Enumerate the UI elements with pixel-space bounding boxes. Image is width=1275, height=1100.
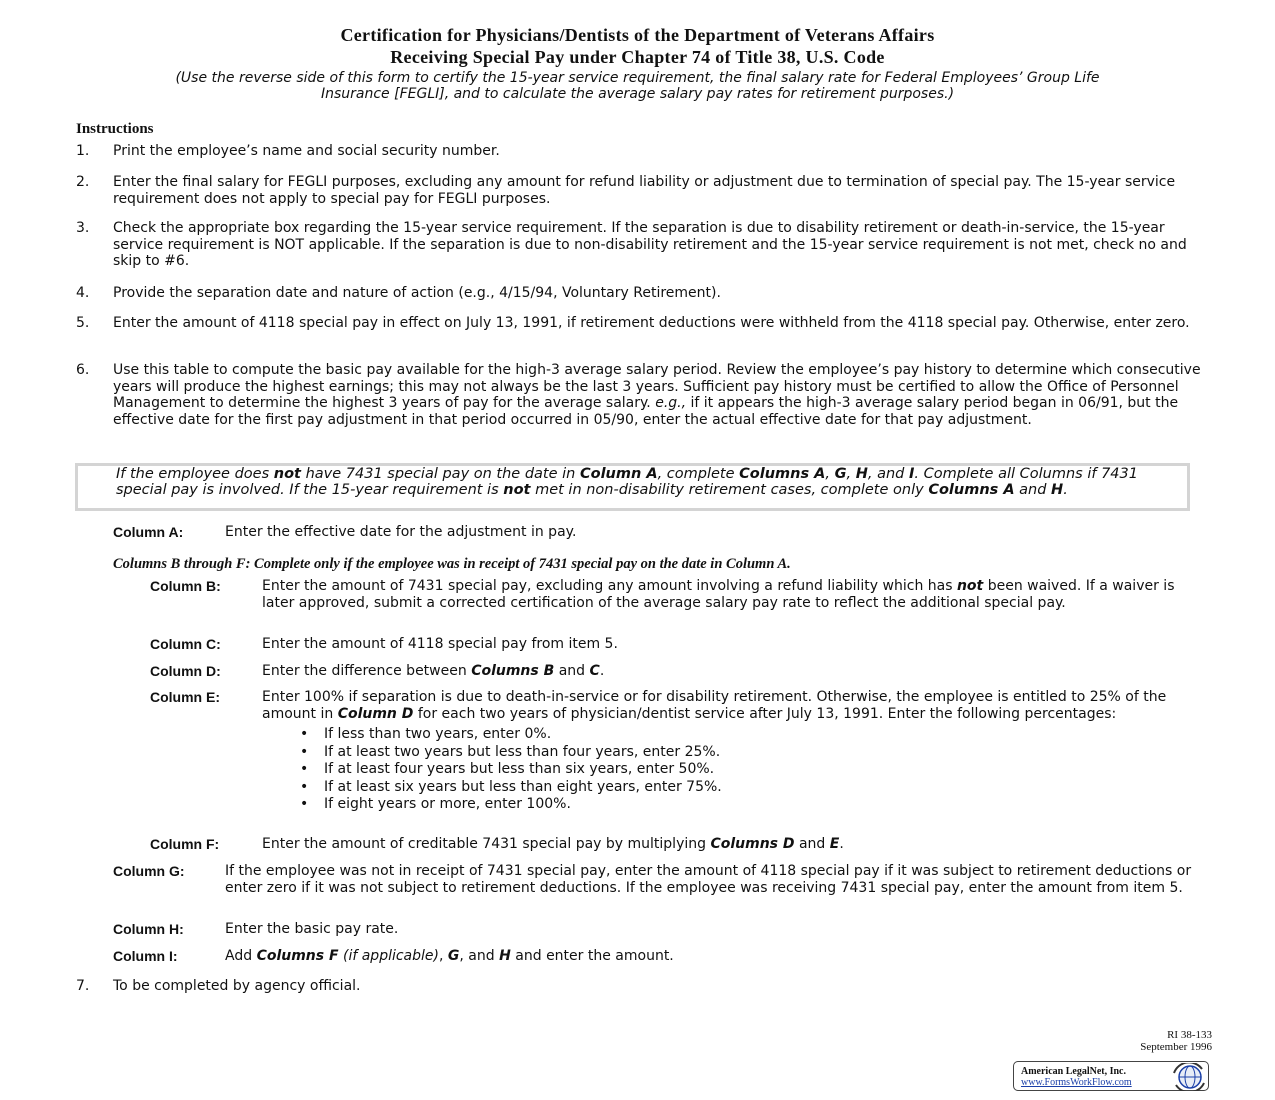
list-item xyxy=(262,779,1195,797)
item-text: Provide the separation date and nature of action (e.g., 4/15/94, Voluntary Retirement). xyxy=(113,285,721,301)
instruction-item-2 xyxy=(76,174,1201,207)
column-c-instruction xyxy=(150,636,1195,653)
list-item xyxy=(262,744,1195,762)
note-text: . Complete all Columns if 7431 special pay is involved. If the 15-year requirement is xyxy=(116,466,1138,498)
column-e-instruction xyxy=(150,689,1195,814)
instruction-item-1 xyxy=(76,143,1201,160)
bullet-icon: • xyxy=(300,761,309,777)
instruction-item-5 xyxy=(76,315,1201,332)
column-text-part: Enter the amount of 7431 special pay, excluding any amount involving a refund liability which has xyxy=(262,578,957,594)
column-a-instruction xyxy=(113,524,1193,541)
list-item xyxy=(262,761,1195,779)
column-text-emphasis: Columns B xyxy=(471,663,555,679)
column-label: Column E: xyxy=(150,689,220,705)
column-text-part: Enter the difference between xyxy=(262,663,472,679)
column-text-emphasis: C xyxy=(589,663,600,679)
item-text: Enter the final salary for FEGLI purposes, excluding any amount for refund liability or adjustment due to termination of special pay. The 15-year service requirement does not apply to special pay for FEGLI purposes. xyxy=(113,174,1176,207)
column-text-part: Enter the amount of creditable 7431 special pay by multiplying xyxy=(262,836,711,852)
instructions-heading: Instructions xyxy=(76,121,154,137)
list-item-text: If at least six years but less than eight years, enter 75%. xyxy=(324,778,722,795)
note-emphasis: Columns A xyxy=(739,466,826,482)
form-number: RI 38-133 xyxy=(1167,1029,1212,1041)
percentage-list xyxy=(262,726,1195,814)
column-text-emphasis: not xyxy=(956,578,984,594)
column-h-instruction xyxy=(113,921,1195,938)
item-number: 4. xyxy=(76,285,90,301)
note-text: , complete xyxy=(657,466,740,482)
list-item-text: If at least four years but less than six years, enter 50%. xyxy=(324,761,715,777)
bullet-icon: • xyxy=(300,778,309,795)
instruction-item-3 xyxy=(76,220,1201,270)
item-number: 5. xyxy=(76,315,90,331)
form-number-block xyxy=(1140,1029,1212,1053)
item-number: 6. xyxy=(76,362,90,378)
column-text xyxy=(262,663,1195,680)
list-item-text: If at least two years but less than four years, enter 25%. xyxy=(324,743,721,760)
column-text: If the employee was not in receipt of 7431 special pay, enter the amount of 4118 special pay if it was subject to retirement deductions or enter zero if it was not subject to retirement deductions. If the employee was receiving 7431 special pay, enter the amount from item 5. xyxy=(225,863,1192,896)
note-emphasis: not xyxy=(503,482,531,498)
note-emphasis: H xyxy=(855,466,868,482)
column-text-part: . xyxy=(599,663,605,679)
item-number: 2. xyxy=(76,174,90,190)
column-g-instruction xyxy=(113,863,1195,896)
form-subtitle: (Use the reverse side of this form to certify the 15-year service requirement, the final salary rate for Federal Employees’ Group Life Insurance [FEGLI], and to calculate the average salary pay rates for retirement purposes.) xyxy=(175,70,1100,102)
bullet-icon: • xyxy=(300,743,309,760)
column-text-part: , and xyxy=(459,948,500,964)
column-text-emphasis: Column D xyxy=(337,705,414,722)
column-text: Enter the amount of 4118 special pay from item 5. xyxy=(262,636,618,652)
column-text xyxy=(262,578,1195,611)
item-text-eg: e.g., xyxy=(655,395,687,411)
note-emphasis: I xyxy=(908,466,915,482)
column-text-part: Enter 100% if separation is due to death-in-service or for disability retirement. Otherwise, the employee is entitled to 25% of the amount in xyxy=(262,689,1167,722)
publisher-name: American LegalNet, Inc. xyxy=(1021,1066,1126,1077)
instruction-note-box xyxy=(75,463,1190,511)
note-text: , xyxy=(846,466,856,482)
note-text: met in non-disability retirement cases, complete only xyxy=(530,482,929,498)
note-emphasis: Columns A xyxy=(928,482,1015,498)
column-label: Column G: xyxy=(113,863,185,879)
note-emphasis: G xyxy=(834,466,847,482)
item-number: 1. xyxy=(76,143,90,159)
column-label: Column A: xyxy=(113,524,184,540)
instruction-item-6 xyxy=(76,362,1201,428)
list-item-text: If less than two years, enter 0%. xyxy=(324,726,552,742)
instruction-item-7 xyxy=(76,978,1201,995)
list-item xyxy=(262,796,1195,814)
note-text: have 7431 special pay on the date in xyxy=(300,466,580,482)
form-date: September 1996 xyxy=(1140,1041,1212,1053)
column-b-instruction xyxy=(150,578,1195,611)
column-text-emphasis: G xyxy=(447,948,460,964)
column-text-part: (if applicable) xyxy=(338,948,439,964)
note-text: and xyxy=(1014,482,1052,498)
note-text: , and xyxy=(867,466,909,482)
column-label: Column F: xyxy=(150,836,220,852)
column-text: Enter the effective date for the adjustment in pay. xyxy=(225,524,577,540)
note-emphasis: not xyxy=(273,466,301,482)
column-text-part: Add xyxy=(225,948,257,964)
column-label: Column C: xyxy=(150,636,221,652)
column-label: Column I: xyxy=(113,948,178,964)
globe-icon xyxy=(1168,1063,1206,1091)
column-d-instruction xyxy=(150,663,1195,680)
column-text xyxy=(262,689,1195,722)
column-f-instruction xyxy=(150,836,1195,853)
item-text-part: Use this table to compute the basic pay available for the high-3 average salary period. Review the employee’s pay history to determine which consecutive years will produce the highest earnings; this may not always be the last 3 years. Sufficient pay history must be certified to allow the Office of Personnel Management to determine the highest 3 years of pay for the average salary. xyxy=(113,362,1201,411)
column-text: Enter the basic pay rate. xyxy=(225,921,399,937)
column-text xyxy=(262,836,1195,853)
column-label: Column B: xyxy=(150,578,221,594)
column-text-part: . xyxy=(839,836,844,852)
publisher-logo[interactable] xyxy=(1013,1061,1209,1091)
column-text-part: and xyxy=(794,836,830,852)
item-number: 7. xyxy=(76,978,90,994)
note-emphasis: Column A xyxy=(579,466,658,482)
column-text-part: for each two years of physician/dentist service after July 13, 1991. Enter the following percentages: xyxy=(413,705,1117,722)
columns-b-f-heading: Columns B through F: Complete only if the employee was in receipt of 7431 special pay on the date in Column A. xyxy=(113,556,791,572)
note-text: , xyxy=(825,466,835,482)
list-item xyxy=(262,726,1195,744)
column-label: Column H: xyxy=(113,921,184,937)
column-text-emphasis: Columns F xyxy=(256,948,339,964)
instruction-item-4 xyxy=(76,285,1201,302)
bullet-icon: • xyxy=(300,796,309,812)
column-label: Column D: xyxy=(150,663,221,679)
column-text-part: been waived. If a waiver is later approved, submit a corrected certification of the average salary pay rate to reflect the additional special pay. xyxy=(262,578,1175,611)
column-text-emphasis: H xyxy=(499,948,511,964)
note-text: If the employee does xyxy=(116,466,274,482)
note-text: . xyxy=(1063,482,1068,498)
item-text-part: if it appears the high-3 average salary period began in 06/91, but the effective date for the first pay adjustment in that period occurred in 05/90, enter the actual effective date for that pay adjustment. xyxy=(113,395,1179,428)
column-text-part: and xyxy=(554,663,590,679)
list-item-text: If eight years or more, enter 100%. xyxy=(324,796,571,812)
column-text-emphasis: Columns D xyxy=(710,836,795,852)
form-title-line2: Receiving Special Pay under Chapter 74 of Title 38, U.S. Code xyxy=(390,47,885,67)
form-title-line1: Certification for Physicians/Dentists of the Department of Veterans Affairs xyxy=(340,25,935,45)
note-emphasis: H xyxy=(1051,482,1064,498)
item-number: 3. xyxy=(76,220,90,236)
column-i-instruction xyxy=(113,948,1195,965)
bullet-icon: • xyxy=(300,726,309,742)
item-text xyxy=(113,362,1201,428)
item-text: Enter the amount of 4118 special pay in effect on July 13, 1991, if retirement deductions were withheld from the 4118 special pay. Otherwise, enter zero. xyxy=(113,315,1190,331)
column-text-emphasis: E xyxy=(829,836,840,852)
column-text-part: , xyxy=(439,948,448,964)
item-text: Print the employee’s name and social security number. xyxy=(113,143,500,159)
item-text: Check the appropriate box regarding the 15-year service requirement. If the separation is due to disability retirement or death-in-service, the 15-year service requirement is NOT applicable. If the separation is due to non-disability retirement and the 15-year service requirement is not met, check no and skip to #6. xyxy=(113,220,1187,269)
column-text-part: and enter the amount. xyxy=(510,948,674,964)
publisher-link[interactable]: www.FormsWorkFlow.com xyxy=(1021,1077,1132,1088)
form-title xyxy=(0,24,1275,68)
item-text: To be completed by agency official. xyxy=(113,978,361,994)
column-text xyxy=(225,948,1195,965)
